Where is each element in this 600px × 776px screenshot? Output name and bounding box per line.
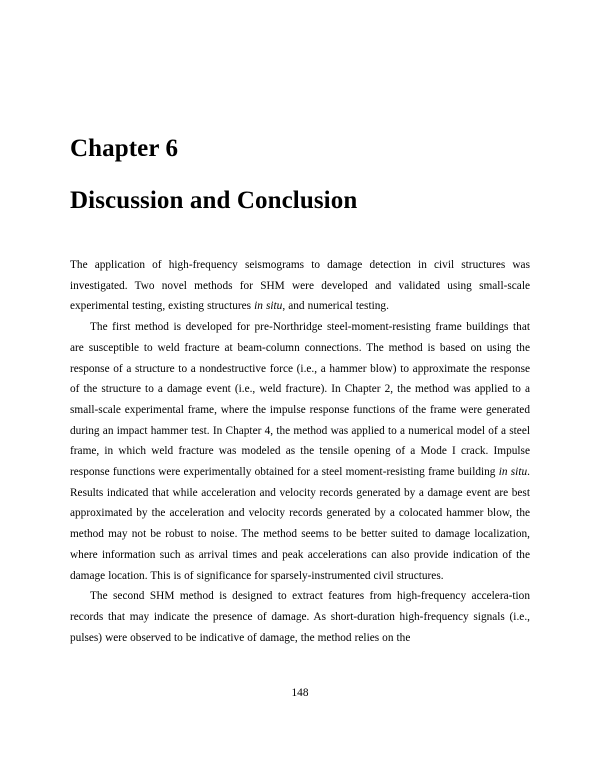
paragraph-para-2: The first method is developed for pre-Northridge steel-moment-resisting frame buildings that are susceptible to weld fracture at beam-column connections. The method is based on using the response of a structure to a nondestructive force (i.e., a hammer blow) to approximate the response of the structure to a damage event (i.e., weld fracture). In Chapter 2, the method was applied to a small-scale experimental frame, where the impulse response functions of the frame were generated during an impact hammer test. In Chapter 4, the method was applied to a numerical model of a steel frame, in which weld fracture was modeled as the tensile opening of a Mode I crack. Impulse response functions were experimentally obtained for a steel moment-resisting frame building in situ. Results indicated that while acceleration and velocity records generated by a damage event are best approximated by the acceleration and velocity records generated by a colocated hammer blow, the method may not be robust to noise. The method seems to be better suited to damage localization, where information such as arrival times and peak accelerations can also provide indication of the damage location. This is of significance for sparsely-instrumented civil structures. [70, 321, 530, 582]
paragraph-para-3: The second SHM method is designed to extract features from high-frequency accelera-tion records that may indicate the presence of damage. As short-duration high-frequency signals (i.e., pulses) were observed to be indicative of damage, the method relies on the [70, 590, 530, 644]
body-text [70, 213, 530, 648]
chapter-label: Chapter 6 [70, 135, 179, 162]
page-number: 148 [291, 687, 309, 699]
italic-phrase: in situ [254, 300, 283, 313]
page-content [70, 0, 530, 648]
paragraph-para-1: The application of high-frequency seismograms to damage detection in civil structures was investigated. Two novel methods for SHM were developed and validated using small-scale experimental testing, existing structures in situ, and numerical testing. [70, 259, 530, 313]
italic-phrase: in situ [498, 466, 528, 479]
page-title: Discussion and Conclusion [70, 187, 358, 214]
